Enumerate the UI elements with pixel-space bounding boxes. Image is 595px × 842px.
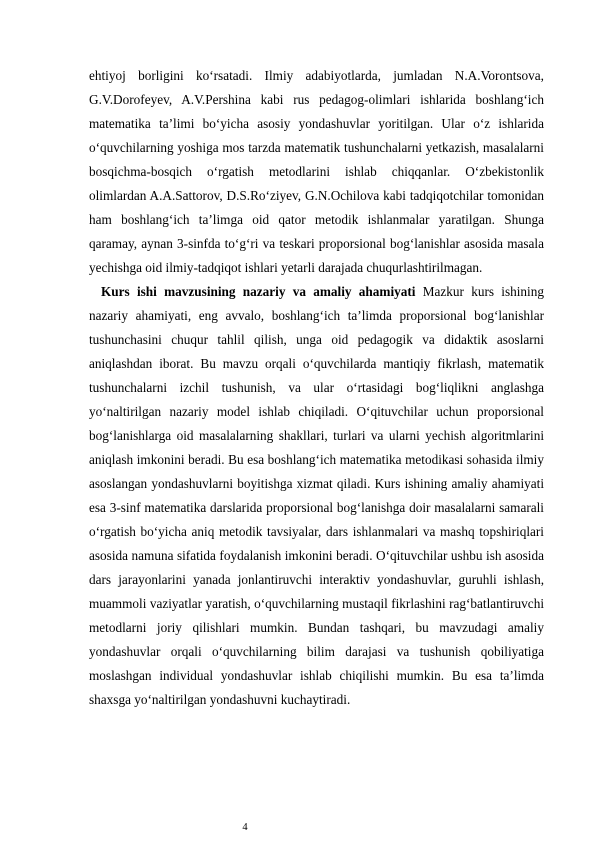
paragraph-significance (89, 280, 544, 712)
document-page (89, 64, 544, 712)
section-heading-significance: Kurs ishi mavzusining nazariy va amaliy ahamiyati (101, 284, 416, 299)
paragraph-literature-review: ehtiyoj borligini ko‘rsatadi. Ilmiy adabiyotlarda, jumladan N.A.Vorontsova, G.V.Dorofeyev, A.V.Pershina kabi rus pedagog-olimlari ishlarida boshlang‘ich matematika ta’limi bo‘yicha asosiy yondashuvlar yoritilgan. Ular o‘z ishlarida o‘quvchilarning yoshiga mos tarzda matematik tushunchalarni yetkazish, masalalarni bosqichma-bosqich o‘rgatish metodlarini ishlab chiqqanlar. O‘zbekistonlik olimlardan A.A.Sattorov, D.S.Ro‘ziyev, G.N.Ochilova kabi tadqiqotchilar tomonidan ham boshlang‘ich ta’limga oid qator metodik ishlanmalar yaratilgan. Shunga qaramay, aynan 3-sinfda to‘g‘ri va teskari proporsional bog‘lanishlar asosida masala yechishga oid ilmiy-tadqiqot ishlari yetarli darajada chuqurlashtirilmagan. (89, 68, 544, 275)
page-number: 4 (242, 822, 248, 833)
paragraph-significance-body: Mazkur kurs ishining nazariy ahamiyati, eng avvalo, boshlang‘ich ta’limda proporsional bog‘lanishlar tushunchasini chuqur tahlil qilish, unga oid pedagogik va didaktik asoslarni aniqlashdan iborat. Bu mavzu orqali o‘quvchilarda mantiqiy fikrlash, matematik tushunchalarni izchil tushunish, va ular o‘rtasidagi bog‘liqlikni anglashga yo‘naltirilgan nazariy model ishlab chiqiladi. O‘qituvchilar uchun proporsional bog‘lanishlarga oid masalalarning shakllari, turlari va ularni yechish algoritmlarini aniqlash imkonini beradi. Bu esa boshlang‘ich matematika metodikasi sohasida ilmiy asoslangan yondashuvlarni boyitishga xizmat qiladi. Kurs ishining amaliy ahamiyati esa 3-sinf matematika darslarida proporsional bog‘lanishga doir masalalarni samarali o‘rgatish bo‘yicha aniq metodik tavsiyalar, dars ishlanmalari va mashq topshiriqlari asosida namuna sifatida foydalanish imkonini beradi. O‘qituvchilar ushbu ish asosida dars jarayonlarini yanada jonlantiruvchi interaktiv yondashuvlar, guruhli ishlash, muammoli vaziyatlar yaratish, o‘quvchilarning mustaqil fikrlashini rag‘batlantiruvchi metodlarni joriy qilishlari mumkin. Bundan tashqari, bu mavzudagi amaliy yondashuvlar orqali o‘quvchilarning bilim darajasi va tushunish qobiliyatiga moslashgan individual yondashuvlar ishlab chiqilishi mumkin. Bu esa ta’limda shaxsga yo‘naltirilgan yondashuvni kuchaytiradi. (89, 284, 544, 707)
